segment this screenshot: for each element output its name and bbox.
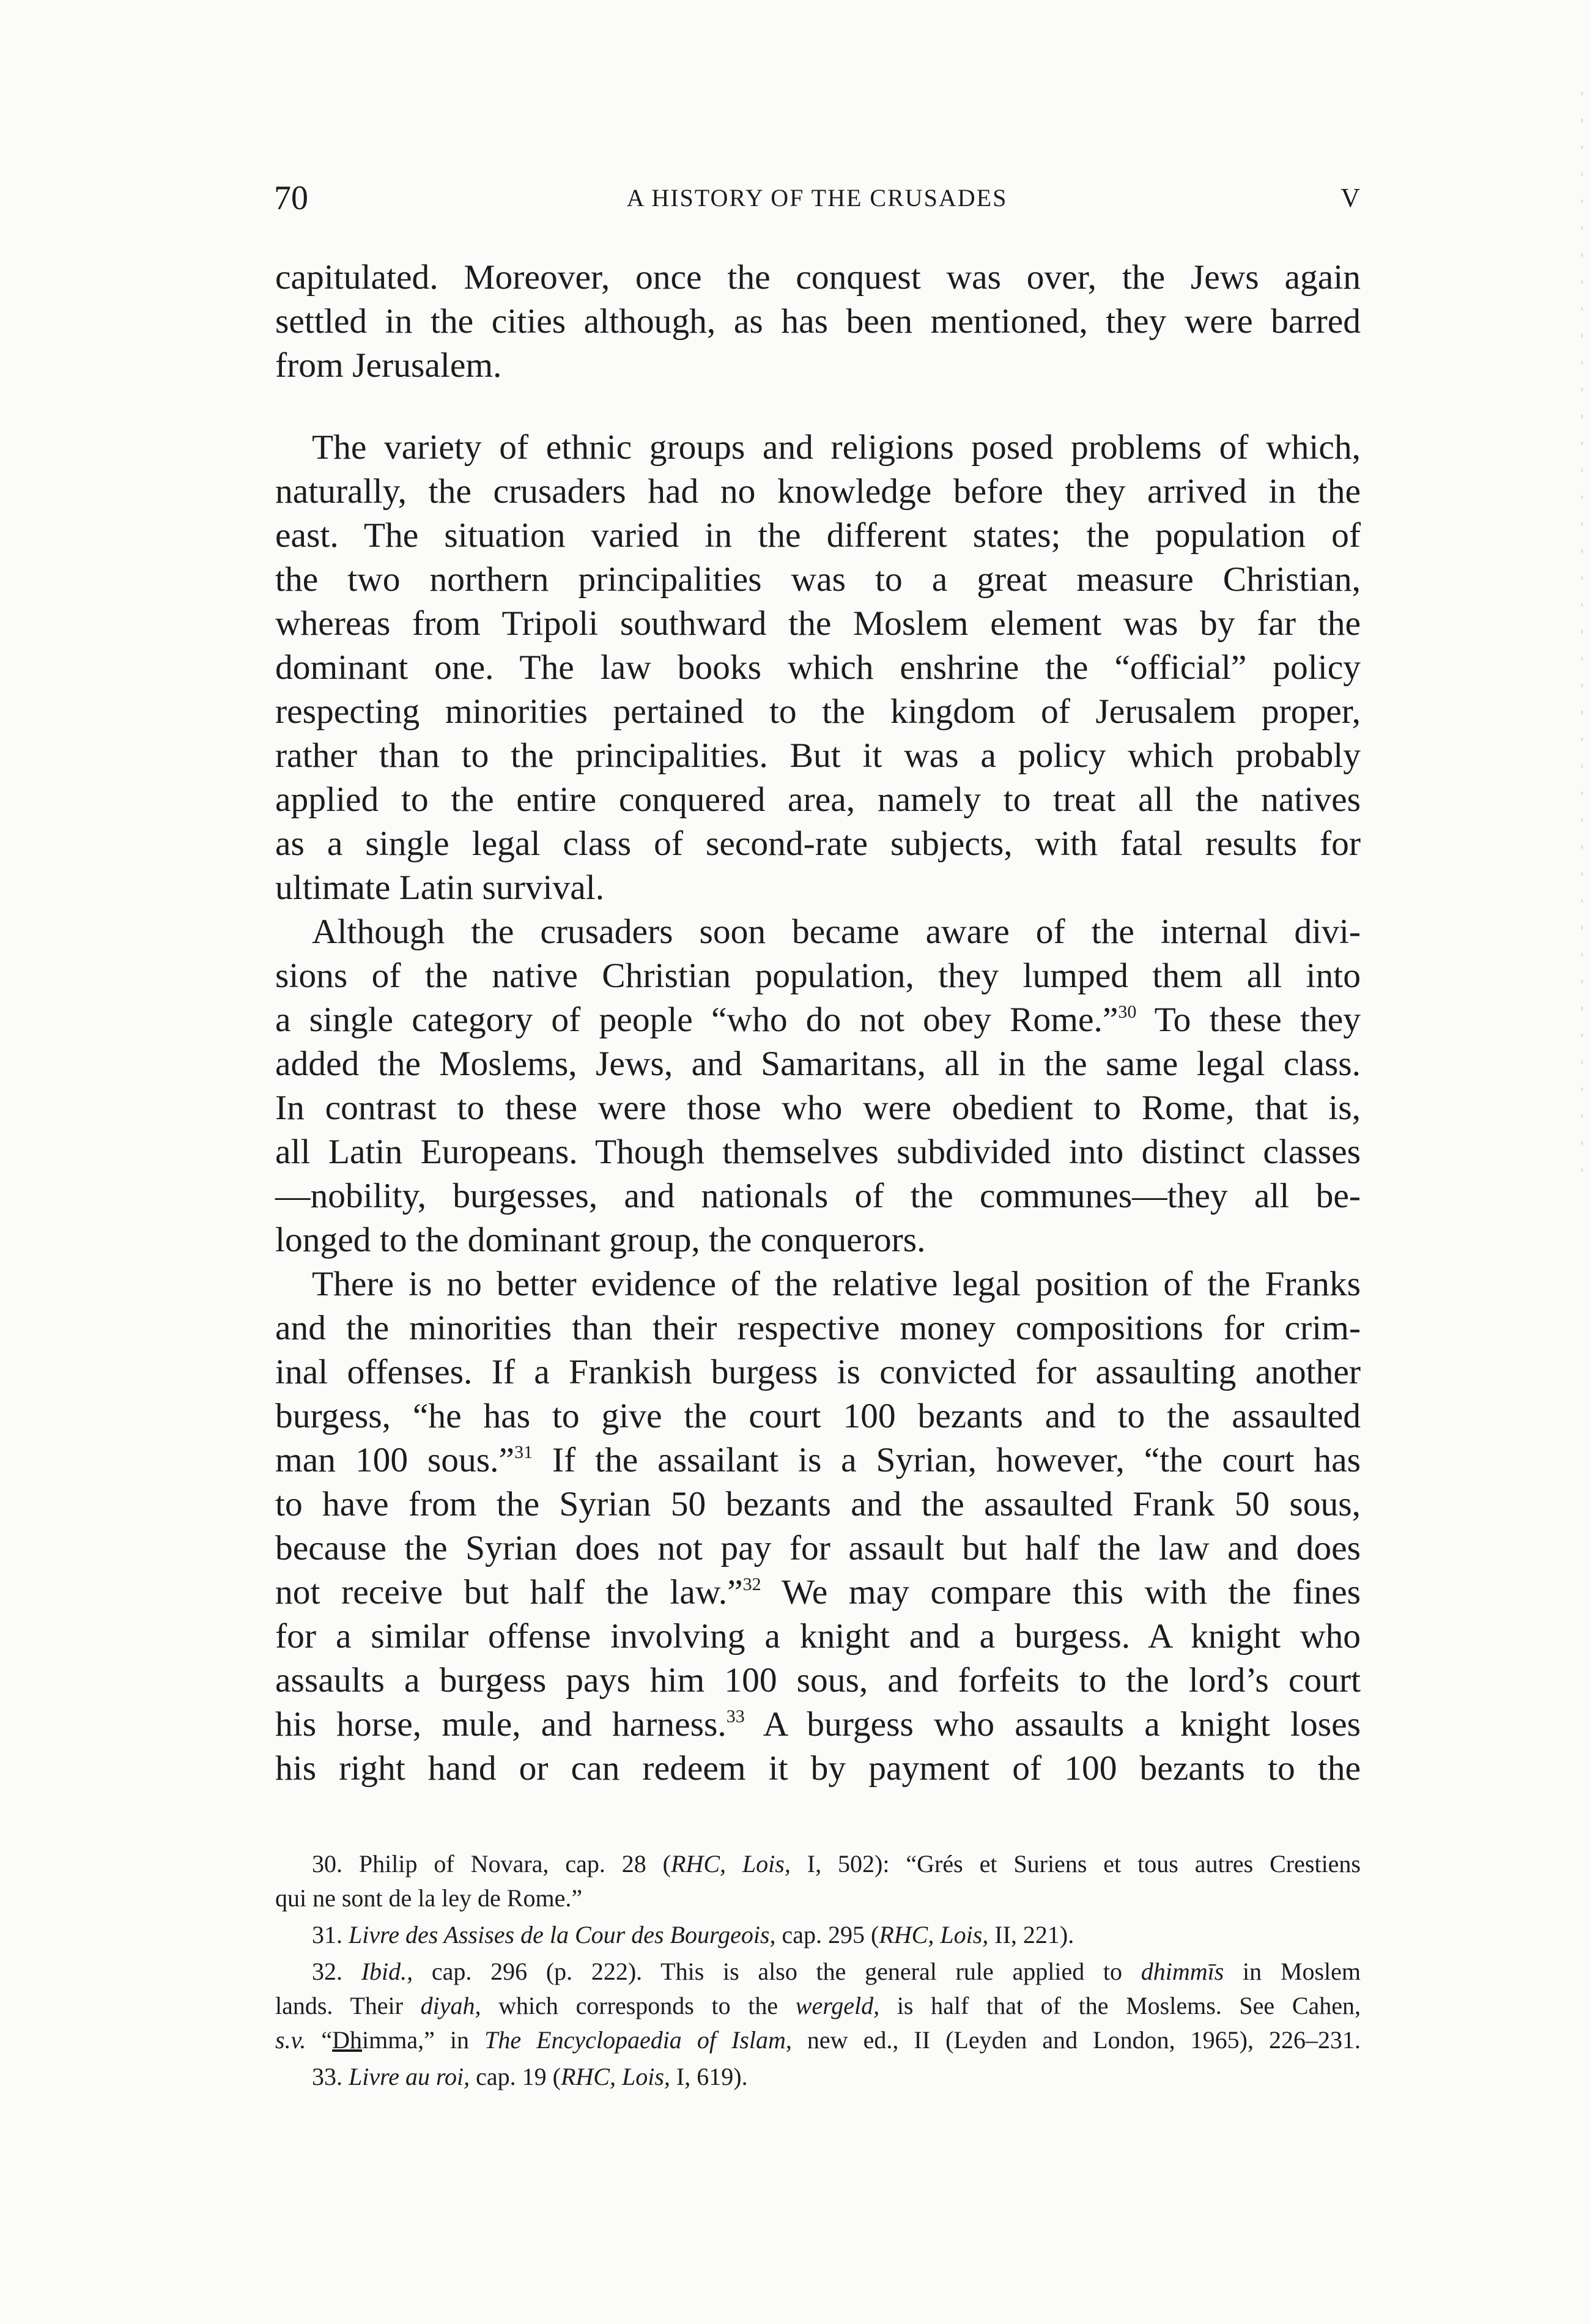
footnote-ref[interactable]: 31 [514, 1441, 533, 1462]
main-text [275, 256, 1361, 1791]
footnote-31: 31. Livre des Assises de la Cour des Bourgeois, cap. 295 (RHC, Lois, II, 221). [312, 1921, 1074, 1948]
text-line: Although the crusaders soon became aware of the internal divi- [312, 912, 1361, 951]
text-line: —nobility, burgesses, and nationals of the communes—they all be- [275, 1177, 1361, 1215]
text-line: capitulated. Moreover, once the conquest was over, the Jews again [275, 258, 1361, 297]
text-line: his right hand or can redeem it by payment of 100 bezants to the [275, 1749, 1361, 1788]
text-line: respecting minorities pertained to the kingdom of Jerusalem proper, [275, 692, 1361, 731]
chapter-number: V [1340, 183, 1360, 213]
text-line: the two northern principalities was to a great measure Christian, [275, 560, 1361, 599]
text-line: inal offenses. If a Frankish burgess is convicted for assaulting another [275, 1353, 1361, 1391]
text-line: longed to the dominant group, the conquerors. [275, 1221, 926, 1259]
text-line: In contrast to these were those who were obedient to Rome, that is, [275, 1089, 1361, 1127]
footnote-32-cont: lands. Their diyah, which corresponds to the wergeld, is half that of the Moslems. See Cahen, [275, 1992, 1361, 2019]
text-line: assaults a burgess pays him 100 sous, and forfeits to the lord’s court [275, 1661, 1361, 1700]
footnote-32: 32. Ibid., cap. 296 (p. 222). This is also the general rule applied to dhimmīs in Moslem [312, 1958, 1361, 1985]
text-line: all Latin Europeans. Though themselves subdivided into distinct classes [275, 1133, 1361, 1171]
text-line: The variety of ethnic groups and religions posed problems of which, [312, 428, 1361, 467]
running-title: A HISTORY OF THE CRUSADES [626, 184, 1008, 212]
text-line: and the minorities than their respective money compositions for crim- [275, 1309, 1361, 1347]
text-line: as a single legal class of second-rate subjects, with fatal results for [275, 824, 1361, 863]
footnote-ref[interactable]: 33 [726, 1706, 745, 1726]
footnote-30: 30. Philip of Novara, cap. 28 (RHC, Lois, I, 502): “Grés et Suriens et tous autres Crestiens [312, 1850, 1361, 1878]
footnote-32-cont: s.v. “Dhimma,” in The Encyclopaedia of Islam, new ed., II (Leyden and London, 1965), 226–231. [275, 2026, 1361, 2054]
text-line: because the Syrian does not pay for assault but half the law and does [275, 1529, 1361, 1567]
footnotes [275, 1847, 1361, 2094]
text-line: whereas from Tripoli southward the Moslem element was by far the [275, 604, 1361, 643]
text-line: from Jerusalem. [275, 346, 502, 385]
text-line: ultimate Latin survival. [275, 868, 605, 907]
text-line: burgess, “he has to give the court 100 bezants and to the assaulted [275, 1397, 1361, 1435]
text-line: added the Moslems, Jews, and Samaritans, all in the same legal class. [275, 1045, 1361, 1083]
text-line: not receive but half the law.”$^{32}$ We may compare this with the fines [275, 1573, 1361, 1612]
page-edge-marks [1581, 92, 1583, 1193]
text-line: There is no better evidence of the relative legal position of the Franks [312, 1265, 1361, 1303]
text-line: a single category of people “who do not obey Rome.”$^{30}$ To these they [275, 1001, 1361, 1039]
footnote-ref[interactable]: 32 [742, 1574, 761, 1594]
footnote-33: 33. Livre au roi, cap. 19 (RHC, Lois, I, 619). [312, 2063, 748, 2090]
text-line: dominant one. The law books which enshrine the “official” policy [275, 648, 1361, 687]
text-line: applied to the entire conquered area, namely to treat all the natives [275, 780, 1361, 819]
text-line: his horse, mule, and harness.$^{33}$ A burgess who assaults a knight loses [275, 1705, 1361, 1744]
page-number: 70 [274, 179, 308, 217]
text-line: east. The situation varied in the different states; the population of [275, 516, 1361, 555]
footnote-30-cont: qui ne sont de la ley de Rome.” [275, 1884, 583, 1912]
text-line: to have from the Syrian 50 bezants and the assaulted Frank 50 sous, [275, 1485, 1361, 1523]
text-line: sions of the native Christian population, they lumped them all into [275, 957, 1361, 995]
text-line: naturally, the crusaders had no knowledge before they arrived in the [275, 472, 1361, 511]
text-line: man 100 sous.”$^{31}$ If the assailant is a Syrian, however, “the court has [275, 1441, 1361, 1479]
text-line: rather than to the principalities. But it was a policy which probably [275, 736, 1361, 775]
footnote-ref[interactable]: 30 [1118, 1001, 1137, 1022]
running-header [274, 179, 1360, 221]
text-line: settled in the cities although, as has been mentioned, they were barred [275, 302, 1361, 341]
text-line: for a similar offense involving a knight and a burgess. A knight who [275, 1617, 1361, 1656]
